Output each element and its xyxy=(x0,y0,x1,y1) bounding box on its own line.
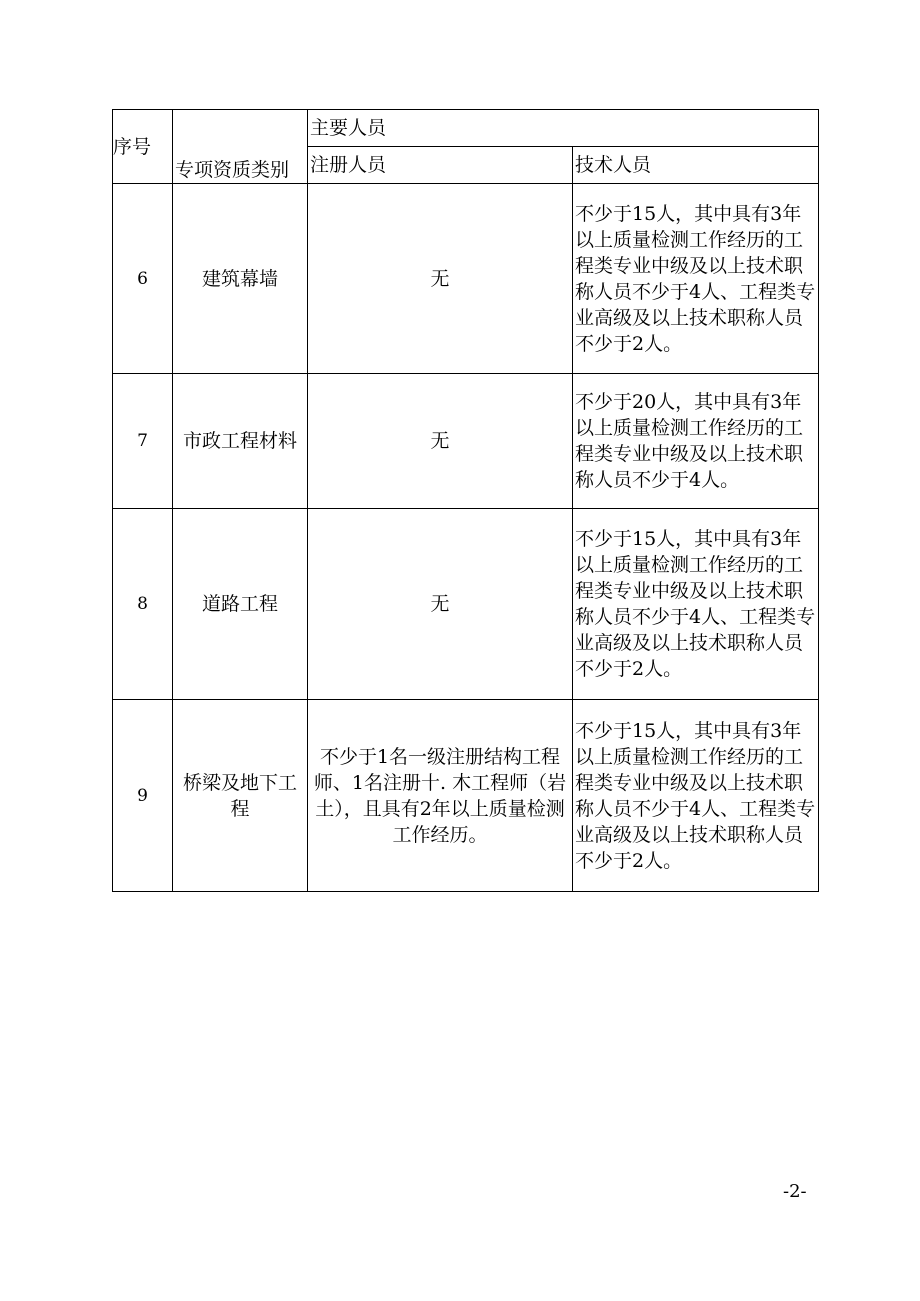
row-registered: 无 xyxy=(308,184,573,374)
row-category: 建筑幕墙 xyxy=(173,184,308,374)
table-row xyxy=(113,700,819,892)
row-technical: 不少于15人，其中具有3年以上质量检测工作经历的工程类专业中级及以上技术职称人员不少于4人、工程类专业高级及以上技术职称人员不少于2人。 xyxy=(573,509,819,700)
row-technical: 不少于20人，其中具有3年以上质量检测工作经历的工程类专业中级及以上技术职称人员不少于4人。 xyxy=(573,374,819,509)
header-category: 专项资质类别 xyxy=(173,110,308,184)
row-registered: 无 xyxy=(308,509,573,700)
row-index: 9 xyxy=(113,700,173,892)
table-row xyxy=(113,509,819,700)
row-category: 道路工程 xyxy=(173,509,308,700)
row-index: 7 xyxy=(113,374,173,509)
header-registered: 注册人员 xyxy=(308,147,573,184)
row-registered: 无 xyxy=(308,374,573,509)
row-category: 市政工程材料 xyxy=(173,374,308,509)
row-technical: 不少于15人，其中具有3年以上质量检测工作经历的工程类专业中级及以上技术职称人员不少于4人、工程类专业高级及以上技术职称人员不少于2人。 xyxy=(573,700,819,892)
table-row xyxy=(113,184,819,374)
table-row xyxy=(113,374,819,509)
row-index: 6 xyxy=(113,184,173,374)
header-technical: 技术人员 xyxy=(573,147,819,184)
row-index: 8 xyxy=(113,509,173,700)
row-category: 桥梁及地下工程 xyxy=(173,700,308,892)
row-registered: 不少于1名一级注册结构工程师、1名注册十. 木工程师（岩土），且具有2年以上质量检测工作经历。 xyxy=(308,700,573,892)
header-row-top xyxy=(113,110,819,147)
page-number: -2- xyxy=(783,1181,807,1202)
header-main-personnel: 主要人员 xyxy=(308,110,819,147)
row-technical: 不少于15人，其中具有3年以上质量检测工作经历的工程类专业中级及以上技术职称人员不少于4人、工程类专业高级及以上技术职称人员不少于2人。 xyxy=(573,184,819,374)
header-index: 序号 xyxy=(113,110,173,184)
qualification-table xyxy=(112,109,819,892)
